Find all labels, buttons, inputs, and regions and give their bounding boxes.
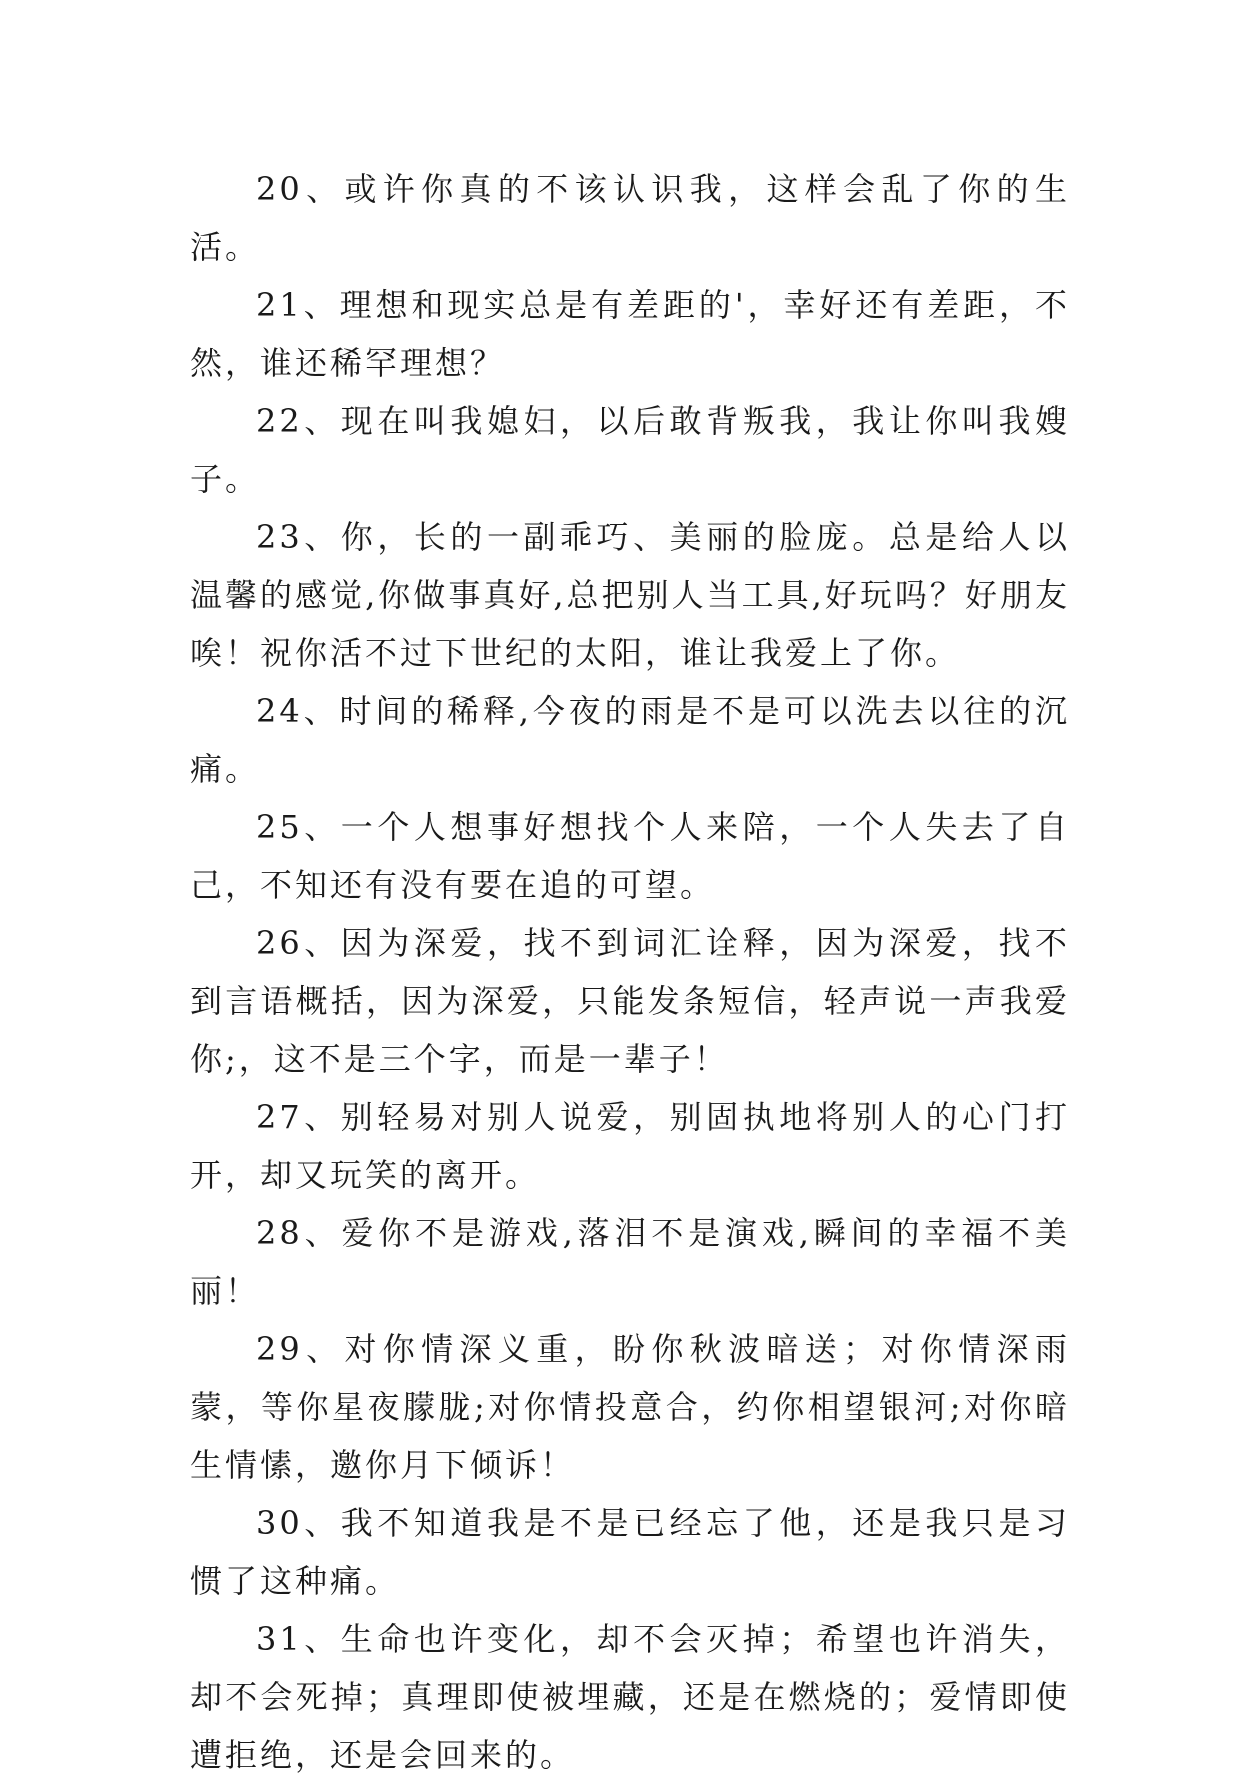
paragraph-26: 26、因为深爱，找不到词汇诠释，因为深爱，找不到言语概括，因为深爱，只能发条短信，轻声说一声我爱你;，这不是三个字，而是一辈子！ (190, 924, 1070, 1078)
paragraph-20: 20、或许你真的不该认识我，这样会乱了你的生活。 (190, 170, 1070, 266)
paragraph-25: 25、一个人想事好想找个人来陪，一个人失去了自己，不知还有没有要在追的可望。 (190, 808, 1070, 904)
paragraph-27: 27、别轻易对别人说爱，别固执地将别人的心门打开，却又玩笑的离开。 (190, 1098, 1070, 1194)
paragraph-28: 28、爱你不是游戏,落泪不是演戏,瞬间的幸福不美丽！ (190, 1214, 1070, 1310)
paragraph-24: 24、时间的稀释,今夜的雨是不是可以洗去以往的沉痛。 (190, 692, 1070, 788)
paragraph-23: 23、你，长的一副乖巧、美丽的脸庞。总是给人以温馨的感觉,你做事真好,总把别人当工具,好玩吗？好朋友唉！祝你活不过下世纪的太阳，谁让我爱上了你。 (190, 518, 1070, 672)
paragraph-29: 29、对你情深义重，盼你秋波暗送；对你情深雨蒙，等你星夜朦胧;对你情投意合，约你相望银河;对你暗生情愫，邀你月下倾诉！ (190, 1330, 1070, 1484)
document-body (190, 160, 1070, 1784)
paragraph-21: 21、理想和现实总是有差距的'，幸好还有差距，不然，谁还稀罕理想？ (190, 286, 1070, 382)
paragraph-30: 30、我不知道我是不是已经忘了他，还是我只是习惯了这种痛。 (190, 1504, 1070, 1600)
paragraph-22: 22、现在叫我媳妇，以后敢背叛我，我让你叫我嫂子。 (190, 402, 1070, 498)
paragraph-31: 31、生命也许变化，却不会灭掉；希望也许消失，却不会死掉；真理即使被埋藏，还是在燃烧的；爱情即使遭拒绝，还是会回来的。 (190, 1620, 1070, 1774)
